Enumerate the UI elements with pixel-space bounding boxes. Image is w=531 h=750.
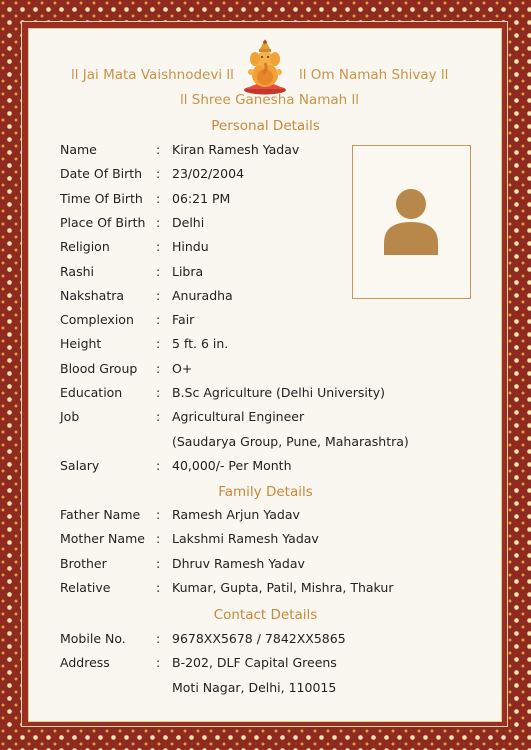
field-label: Father Name	[60, 507, 141, 522]
field-separator: :	[156, 360, 161, 376]
field-value: 9678XX5678 / 7842XX5865	[172, 631, 346, 646]
invocation-right: ll Om Namah Shivay ll	[299, 67, 449, 83]
field-value: Lakshmi Ramesh Yadav	[172, 531, 319, 547]
field-value: O+	[172, 360, 193, 376]
field-label: Complexion	[60, 312, 134, 328]
user-silhouette-icon	[353, 146, 469, 297]
field-separator: :	[156, 214, 161, 230]
invocation-left: ll Jai Mata Vaishnodevi ll	[71, 67, 234, 83]
section-title-family: Family Details	[218, 484, 313, 500]
field-value: Kumar, Gupta, Patil, Mishra, Thakur	[172, 579, 394, 595]
field-value-line2: Moti Nagar, Delhi, 110015	[172, 679, 337, 695]
field-label: Religion	[60, 239, 110, 255]
field-value: 40,000/- Per Month	[172, 457, 292, 473]
field-label: Date Of Birth	[60, 166, 143, 182]
field-separator: :	[156, 287, 161, 303]
field-separator: :	[156, 312, 161, 328]
field-value: 5 ft. 6 in.	[172, 336, 229, 352]
field-value: 23/02/2004	[172, 166, 245, 182]
field-value: Ramesh Arjun Yadav	[172, 507, 300, 522]
field-label: Place Of Birth	[60, 214, 146, 230]
field-separator: :	[156, 263, 161, 279]
field-separator: :	[156, 166, 161, 182]
profile-photo-frame	[352, 145, 471, 299]
field-value: Anuradha	[172, 287, 233, 303]
field-value: B-202, DLF Capital Greens	[172, 655, 337, 671]
field-separator: :	[156, 631, 161, 646]
ganesha-icon	[242, 37, 288, 95]
field-label: Height	[60, 336, 102, 352]
section-title-personal: Personal Details	[211, 118, 320, 134]
field-separator: :	[156, 579, 161, 595]
field-label: Relative	[60, 579, 111, 595]
field-separator: :	[156, 142, 161, 157]
field-separator: :	[156, 190, 161, 206]
field-value: 06:21 PM	[172, 190, 231, 206]
field-value: Hindu	[172, 239, 209, 255]
field-label: Mother Name	[60, 531, 145, 547]
field-separator: :	[156, 385, 161, 400]
field-separator: :	[156, 409, 161, 425]
field-value: Agricultural Engineer	[172, 409, 305, 425]
field-label: Name	[60, 142, 97, 157]
field-separator: :	[156, 555, 161, 571]
section-title-contact: Contact Details	[213, 607, 318, 623]
invocation-center: ll Shree Ganesha Namah ll	[180, 92, 359, 108]
field-label: Salary	[60, 457, 100, 473]
field-separator: :	[156, 336, 161, 352]
field-label: Brother	[60, 555, 107, 571]
field-separator: :	[156, 531, 161, 547]
field-label: Time Of Birth	[60, 190, 143, 206]
field-label: Nakshatra	[60, 287, 125, 303]
field-value: B.Sc Agriculture (Delhi University)	[172, 385, 386, 400]
field-value: Libra	[172, 263, 204, 279]
field-separator: :	[156, 507, 161, 522]
field-value: Dhruv Ramesh Yadav	[172, 555, 305, 571]
field-label: Mobile No.	[60, 631, 126, 646]
field-separator: :	[156, 457, 161, 473]
field-label: Blood Group	[60, 360, 138, 376]
field-label: Job	[60, 409, 80, 425]
field-value: Fair	[172, 312, 195, 328]
field-value: Delhi	[172, 214, 205, 230]
field-label: Education	[60, 385, 123, 400]
field-separator: :	[156, 239, 161, 255]
field-label: Rashi	[60, 263, 94, 279]
field-separator: :	[156, 655, 161, 671]
field-value-line2: (Saudarya Group, Pune, Maharashtra)	[172, 433, 409, 449]
field-label: Address	[60, 655, 110, 671]
field-value: Kiran Ramesh Yadav	[172, 142, 300, 157]
